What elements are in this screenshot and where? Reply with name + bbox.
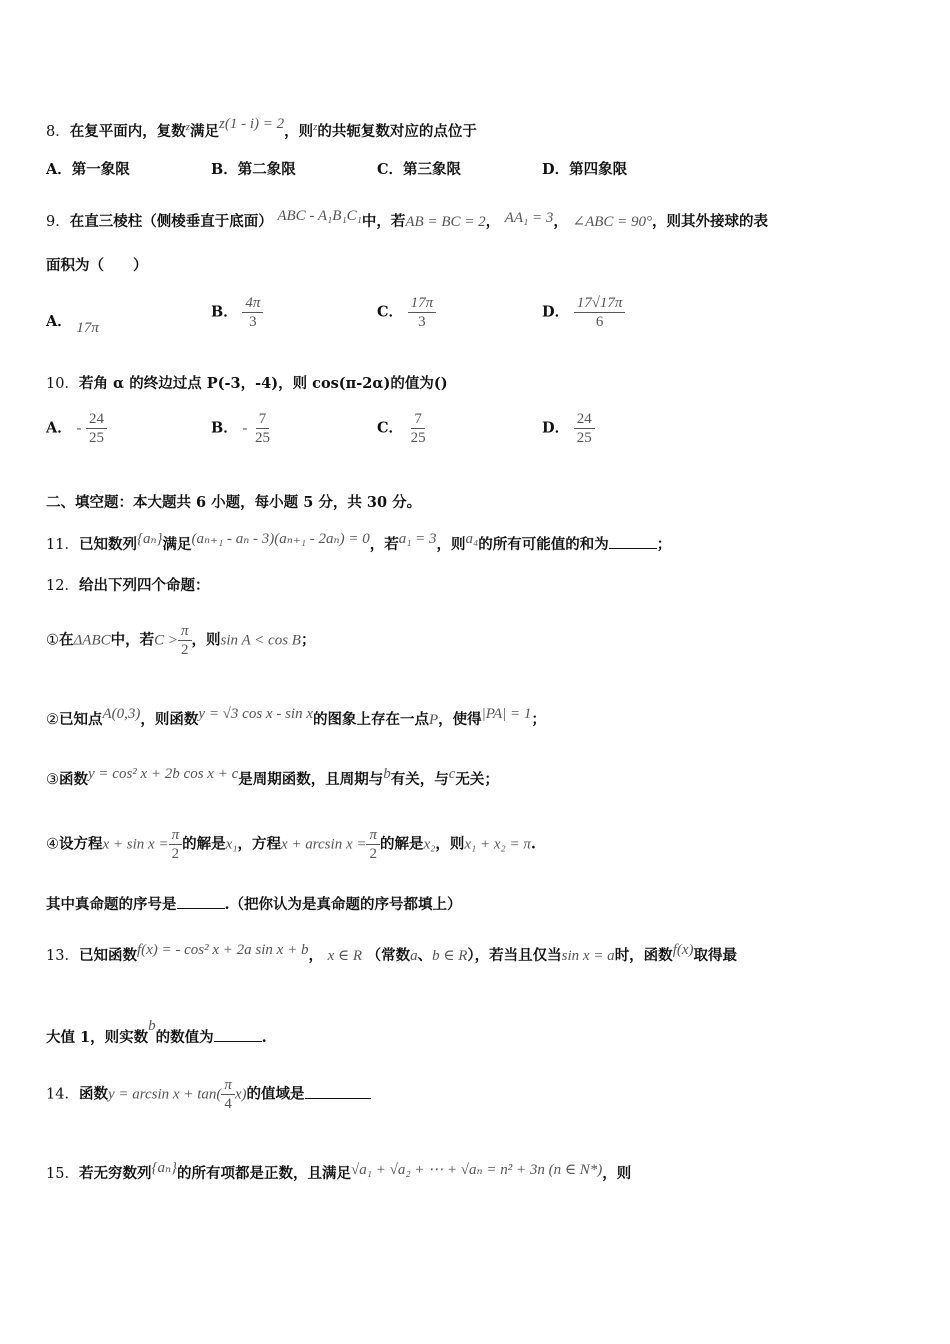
q8-option-d: D．第四象限 [542, 161, 628, 178]
question-9-cont: 面积为（ ） [46, 257, 148, 274]
q10-option-a: A． - $\frac{24}{25}$ [46, 410, 107, 447]
q9-option-b: B． $\frac{4\pi}{3}$ [211, 294, 263, 331]
q9-option-d: D． $\frac{17√17\pi}{6}$ [542, 294, 625, 331]
q8-option-a: A．第一象限 [46, 161, 130, 178]
question-9: 9．在直三棱柱（侧棱垂直于底面） ABC - A₁B₁C₁中，若AB = BC = 2， AA₁ = 3， ∠ABC = 90°，则其外接球的表 [46, 208, 769, 230]
q8-option-c: C．第三象限 [377, 161, 462, 178]
question-13: 13．已知函数f(x) = - cos² x + 2a sin x + b， x ∈ R （常数a、b ∈ R），若当且仅当sin x = a时，函数f(x)取得最 [46, 942, 738, 964]
q11-answer-blank[interactable] [609, 534, 657, 549]
question-15: 15．若无穷数列{aₙ}的所有项都是正数，且满足√a₁ + √a₂ + ⋯ + √aₙ = n² + 3n (n ∈ N*)，则 [46, 1160, 632, 1182]
q12-proposition-3: ③函数y = cos² x + 2b cos x + c是周期函数，且周期与b有关，与c无关； [46, 766, 499, 788]
q10-option-d: D． $\frac{24}{25}$ [542, 410, 595, 447]
q12-proposition-1: ①在ΔABC中，若C > $\frac{\pi}{2}$ ，则sin A < cos B； [46, 623, 316, 658]
question-8: 8．在复平面内，复数$^z$满足z(1 - i) = 2，则$^z$的共轭复数对应的点位于 [46, 116, 477, 140]
q9-option-a: A． 17π [46, 313, 99, 336]
q14-answer-blank[interactable] [305, 1084, 371, 1099]
question-10: 10．若角 α 的终边过点 P(-3，-4)，则 cos(π-2α)的值为() [46, 375, 448, 392]
question-11: 11．已知数列{aₙ}满足(aₙ₊₁ - aₙ - 3)(aₙ₊₁ - 2aₙ) = 0，若a₁ = 3，则a₄的所有可能值的和为 ； [46, 531, 672, 553]
question-12: 12．给出下列四个命题： [46, 577, 210, 594]
q12-proposition-2: ②已知点A(0,3)，则函数y = √3 cos x - sin x的图象上存在一点P，使得|PA| = 1； [46, 706, 546, 728]
section-2-heading: 二、填空题：本大题共 6 小题，每小题 5 分，共 30 分。 [46, 494, 422, 511]
q12-tail: 其中真命题的序号是 .（把你认为是真命题的序号都填上） [46, 896, 462, 913]
q12-proposition-4: ④设方程x + sin x = $\frac{\pi}{2}$ 的解是x₁，方程x + arcsin x = $\frac{\pi}{2}$ 的解是x₂，则x₁ + x₂ = π. [46, 827, 536, 862]
q9-option-c: C． $\frac{17\pi}{3}$ [377, 294, 436, 331]
q8-option-b: B．第二象限 [211, 161, 296, 178]
q8-number: 8． [46, 124, 70, 140]
q8-equation: z(1 - i) = 2 [219, 116, 285, 132]
q13-answer-blank[interactable] [214, 1027, 262, 1042]
question-13-cont: 大值 1，则实数b的数值为 . [46, 1018, 267, 1046]
q10-option-c: C． $\frac{7}{25}$ [377, 411, 426, 446]
q10-option-b: B． - $\frac{7}{25}$ [211, 411, 270, 446]
q12-answer-blank[interactable] [177, 894, 225, 909]
question-14: 14．函数y = arcsin x + tan( $\frac{\pi}{4}$ x)的值域是 [46, 1076, 371, 1113]
